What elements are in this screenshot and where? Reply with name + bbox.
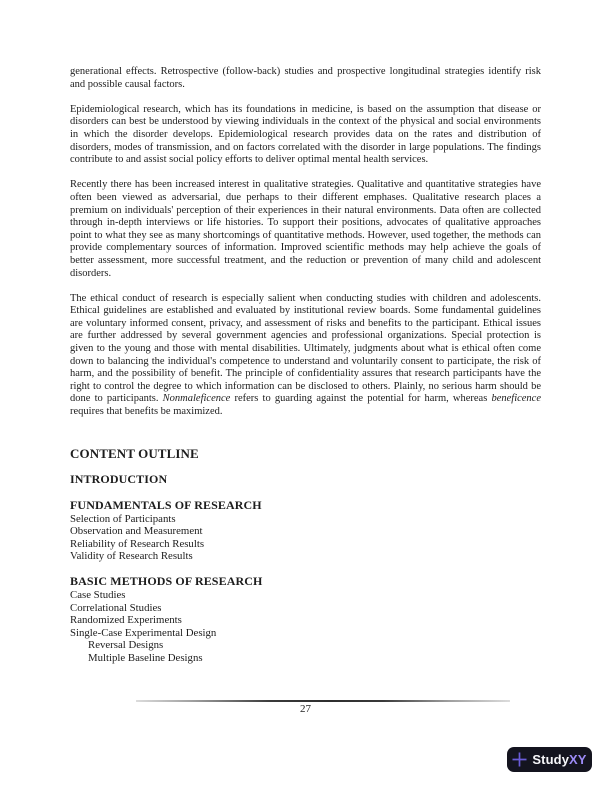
body-paragraph [70, 66, 541, 91]
outline-item: Multiple Baseline Designs [88, 651, 203, 664]
plus-icon [512, 752, 527, 767]
outline-item: Reversal Designs [88, 639, 164, 652]
outline-item: Reliability of Research Results [70, 537, 205, 550]
body-paragraphs [70, 66, 541, 419]
body-paragraph [70, 179, 541, 280]
body-paragraph [70, 293, 541, 419]
brand-name [532, 752, 586, 767]
outline-item: Randomized Experiments [70, 614, 182, 627]
paragraph-text: Epidemiological research, which has its foundations in medicine, is based on the assumption that disease or disorders can best be understood by viewing individuals in the context of the physical and social environments in which the disorder develops. Epidemiological research provides data on the rates and distribution of disorders, modes of transmission, and on factors correlated with the disorder in large populations. The findings contribute to and assist social policy efforts to deliver optimal mental health services. [70, 103, 541, 166]
outline-section [70, 575, 541, 664]
paragraph-text: requires that benefits be maximized. [70, 406, 223, 418]
brand-name-primary: Study [532, 752, 570, 767]
paragraph-text: generational effects. Retrospective (follow-back) studies and prospective longitudinal strategies identify risk and possible causal factors. [70, 66, 541, 90]
outline-item: Single-Case Experimental Design [70, 626, 217, 639]
outline-heading: INTRODUCTION [70, 472, 168, 487]
outline-item: Correlational Studies [70, 601, 162, 614]
paragraph-text: refers to guarding against the potential for harm, whereas [230, 393, 492, 405]
outline-section [70, 499, 541, 563]
outline-section [70, 473, 541, 486]
brand-name-accent: XY [569, 752, 587, 767]
body-paragraph [70, 104, 541, 167]
outline-heading: BASIC METHODS OF RESEARCH [70, 574, 263, 589]
paragraph-text: The ethical conduct of research is especially salient when conducting studies with children and adolescents. Ethical guidelines are established and evaluated by institutional review boards. Some fundamental guidelines are voluntary informed consent, privacy, and assessment of risks and benefits to the participant. Ethical issues are further addressed by several government agencies and professional organizations. Special protection is given to the young and those with mental disabilities. Ultimately, judgments about what is ethical often come down to balancing the individual's competence to understand and voluntarily consent to participate, the risk of harm, and the possibility of benefit. The principle of confidentiality assures that research participants have the right to control the degree to which information can be disclosed to others. Plainly, no serious harm should be done to participants. [70, 292, 541, 405]
paragraph-text: Recently there has been increased interest in qualitative strategies. Qualitative and quantitative strategies have often been viewed as adversarial, due perhaps to their different emphases. Qualitative research places a premium on individuals' perception of their experiences in their natural environments. Data often are collected through in-depth interviews or life histories. To support their positions, advocates of qualitative approaches point to what they see as many shortcomings of quantitative methods. However, used together, the methods can provide complementary sources of information. Improved scientific methods may help achieve the goals of better assessment, more successful treatment, and the reduction or prevention of many child and adolescent disorders. [70, 179, 541, 279]
italic-term: beneficence [491, 393, 541, 405]
outline-heading: FUNDAMENTALS OF RESEARCH [70, 497, 262, 512]
outline-item: Case Studies [70, 589, 126, 602]
content-outline-title: CONTENT OUTLINE [70, 445, 199, 461]
outline-item: Selection of Participants [70, 512, 176, 525]
page-body [70, 66, 541, 664]
page-number: 27 [300, 703, 311, 715]
outline-item: Observation and Measurement [70, 525, 203, 538]
footer-divider [136, 700, 510, 702]
studyxy-logo[interactable] [507, 747, 592, 772]
italic-term: Nonmaleficence [162, 393, 231, 405]
outline-item: Validity of Research Results [70, 550, 193, 563]
outline-sections [70, 473, 541, 664]
